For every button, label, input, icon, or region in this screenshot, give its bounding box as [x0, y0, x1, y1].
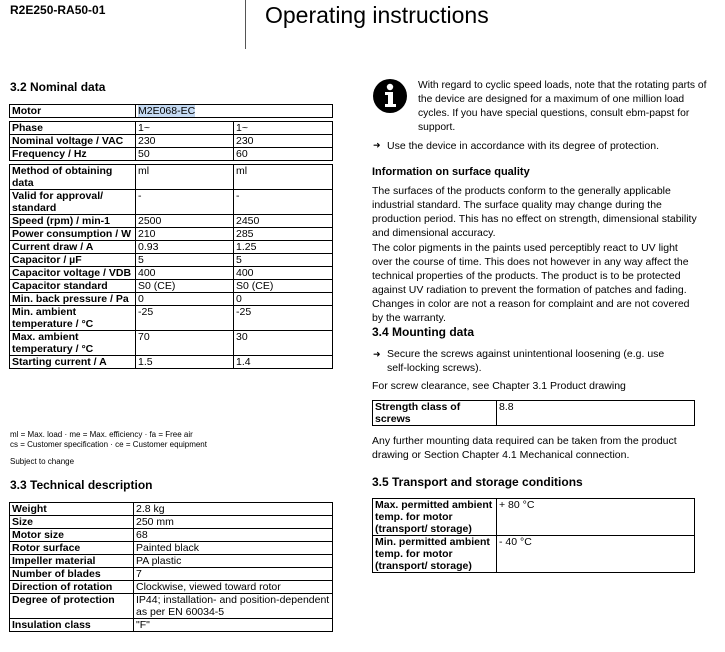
motor-label: Motor [10, 105, 136, 118]
row-value: -25 [234, 306, 333, 331]
table-row [10, 105, 333, 118]
row-value: + 80 °C [497, 499, 695, 536]
row-value: 30 [234, 331, 333, 356]
info-icon [372, 78, 408, 114]
table-row [10, 280, 333, 293]
table-row [10, 293, 333, 306]
row-label: Min. back pressure / Pa [10, 293, 136, 306]
strength-value: 8.8 [497, 401, 695, 426]
row-value: 60 [234, 148, 333, 161]
row-value: S0 (CE) [234, 280, 333, 293]
mounting-data-heading: 3.4 Mounting data [372, 325, 474, 339]
page-title: Operating instructions [265, 2, 489, 28]
row-value: PA plastic [134, 555, 333, 568]
row-label: Degree of protection [10, 594, 134, 619]
row-label: Number of blades [10, 568, 134, 581]
row-value: 0 [234, 293, 333, 306]
table-row [10, 165, 333, 190]
row-value: 400 [234, 267, 333, 280]
table-row [10, 135, 333, 148]
row-label: Direction of rotation [10, 581, 134, 594]
row-label: Method of obtaining data [10, 165, 136, 190]
mounting-bullet-text: Secure the screws against unintentional loosening (e.g. use self-locking screws). [387, 348, 665, 374]
table-row [373, 499, 695, 536]
table-row [10, 594, 333, 619]
header-divider [245, 0, 246, 49]
document-id: R2E250-RA50-01 [10, 3, 106, 17]
row-value: 2500 [136, 215, 234, 228]
table-row [10, 215, 333, 228]
row-value: 1.5 [136, 356, 234, 369]
row-label: Weight [10, 503, 134, 516]
mounting-bullet [373, 347, 683, 375]
row-label: Capacitor standard [10, 280, 136, 293]
table-row [373, 536, 695, 573]
row-label: Rotor surface [10, 542, 134, 555]
row-label: Motor size [10, 529, 134, 542]
row-value: 2.8 kg [134, 503, 333, 516]
table-row [10, 568, 333, 581]
row-value: 5 [136, 254, 234, 267]
table-row [10, 516, 333, 529]
row-value: 2450 [234, 215, 333, 228]
table-row [10, 503, 333, 516]
row-value: 400 [136, 267, 234, 280]
row-label: Valid for approval/ standard [10, 190, 136, 215]
technical-table [9, 502, 333, 632]
row-value: S0 (CE) [136, 280, 234, 293]
surface-paragraph-1: The surfaces of the products conform to the generally applicable industrial standard. The surface quality may change during the production period. This has no effect on strength, dimensional stability and dimensional accuracy. [372, 185, 697, 239]
row-label: Capacitor voltage / VDB [10, 267, 136, 280]
arrow-icon: ➜ [373, 140, 381, 150]
strength-label: Strength class of screws [373, 401, 497, 426]
row-value: Clockwise, viewed toward rotor [134, 581, 333, 594]
table-row [10, 190, 333, 215]
row-value: ml [136, 165, 234, 190]
table-row [10, 331, 333, 356]
transport-table [372, 498, 695, 573]
strength-table [372, 400, 695, 426]
row-label: Impeller material [10, 555, 134, 568]
row-value: IP44; installation- and position-dependent as per EN 60034-5 [134, 594, 333, 619]
row-label: Capacitor / µF [10, 254, 136, 267]
table-row [373, 401, 695, 426]
row-label: Frequency / Hz [10, 148, 136, 161]
row-value: 1.25 [234, 241, 333, 254]
row-value: 0 [136, 293, 234, 306]
nominal-data-table [9, 104, 333, 369]
row-label: Current draw / A [10, 241, 136, 254]
table-row [10, 267, 333, 280]
row-value: - 40 °C [497, 536, 695, 573]
technical-description-heading: 3.3 Technical description [10, 478, 153, 492]
row-value: 1~ [136, 122, 234, 135]
row-value: 68 [134, 529, 333, 542]
row-label: Power consumption / W [10, 228, 136, 241]
further-mounting-text: Any further mounting data required can be taken from the product drawing or Section Chapter 4.1 Mechanical connection. [372, 435, 677, 461]
row-value: 285 [234, 228, 333, 241]
table-row [10, 254, 333, 267]
notice-text: With regard to cyclic speed loads, note that the rotating parts of the device are designed for a maximum of one million load cycles. If you have special questions, consult ebm-papst for support. [418, 80, 707, 133]
transport-heading: 3.5 Transport and storage conditions [372, 475, 583, 489]
table-row [10, 241, 333, 254]
row-label: Size [10, 516, 134, 529]
row-value: - [136, 190, 234, 215]
row-label: Phase [10, 122, 136, 135]
row-value: 1~ [234, 122, 333, 135]
table-row [10, 148, 333, 161]
table-row [10, 122, 333, 135]
protection-bullet-text: Use the device in accordance with its degree of protection. [387, 140, 659, 152]
row-value: ml [234, 165, 333, 190]
row-value: 0.93 [136, 241, 234, 254]
row-value: - [234, 190, 333, 215]
table-row [10, 542, 333, 555]
motor-value: M2E068-EC [138, 105, 196, 117]
row-value: 50 [136, 148, 234, 161]
row-label: Insulation class [10, 619, 134, 632]
protection-bullet [373, 140, 693, 152]
surface-paragraph-2: The color pigments in the paints used perceptibly react to UV light over the course of time. This does not however in any way affect the technical properties of the products. The product is to be protected against UV radiation to prevent the formation of patches and fading. Changes in color are not a reason for complaint and are not covered by the warranty. [372, 242, 690, 324]
table-row [10, 555, 333, 568]
row-value: 7 [134, 568, 333, 581]
row-label: Nominal voltage / VAC [10, 135, 136, 148]
row-label: Max. permitted ambient temp. for motor (transport/ storage) [373, 499, 497, 536]
row-label: Max. ambient temperatury / °C [10, 331, 136, 356]
screw-clearance-text: For screw clearance, see Chapter 3.1 Product drawing [372, 380, 626, 392]
row-value: 230 [136, 135, 234, 148]
table-row [10, 356, 333, 369]
table-row [10, 529, 333, 542]
motor-value-cell [136, 105, 333, 118]
table-row [10, 306, 333, 331]
row-label: Min. ambient temperature / °C [10, 306, 136, 331]
table-row [10, 581, 333, 594]
row-label: Starting current / A [10, 356, 136, 369]
row-value: 230 [234, 135, 333, 148]
row-value: 250 mm [134, 516, 333, 529]
surface-quality-heading: Information on surface quality [372, 166, 530, 178]
row-label: Min. permitted ambient temp. for motor (transport/ storage) [373, 536, 497, 573]
table-row [10, 228, 333, 241]
row-value: 210 [136, 228, 234, 241]
row-value: 1.4 [234, 356, 333, 369]
row-value: -25 [136, 306, 234, 331]
row-value: Painted black [134, 542, 333, 555]
nominal-data-heading: 3.2 Nominal data [10, 80, 106, 94]
row-label: Speed (rpm) / min-1 [10, 215, 136, 228]
subject-to-change: Subject to change [10, 457, 75, 466]
row-value: "F" [134, 619, 333, 632]
legend-line-1: ml = Max. load · me = Max. efficiency · fa = Free air [10, 430, 193, 439]
legend-line-2: cs = Customer specification · ce = Customer equipment [10, 440, 207, 449]
row-value: 70 [136, 331, 234, 356]
arrow-icon: ➜ [373, 349, 381, 359]
row-value: 5 [234, 254, 333, 267]
table-row [10, 619, 333, 632]
